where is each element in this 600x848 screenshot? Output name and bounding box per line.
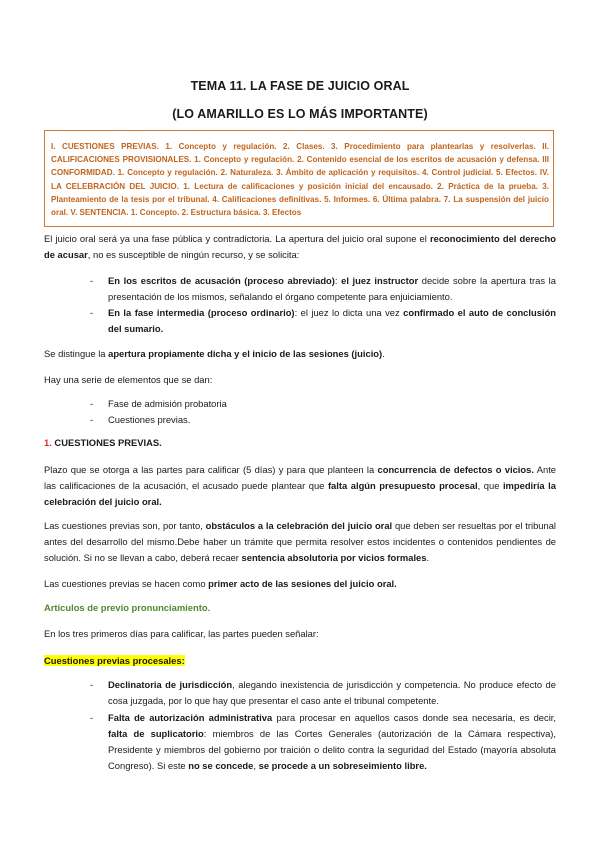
- page-subtitle: (LO AMARILLO ES LO MÁS IMPORTANTE): [172, 107, 428, 121]
- obstaculos-paragraph: Las cuestiones previas son, por tanto, obstáculos a la celebración del juicio oral que deben ser resueltas por el tribunal antes del desarrollo del mismo.Debe haber un trámite que permita resolver estos incidentes o contenidos pendientes de solución. Si no se llevan a cabo, deberá recaer sentencia absolutoria por vicios formales.: [44, 520, 557, 563]
- articulos-heading: Artículos de previo pronunciamiento.: [44, 602, 211, 613]
- procesales-heading: Cuestiones previas procesales:: [44, 655, 185, 666]
- bullet-marker: -: [90, 307, 94, 318]
- elementos-intro: Hay una serie de elementos que se dan:: [44, 374, 213, 385]
- list-item-admision: Fase de admisión probatoria: [108, 398, 227, 409]
- list-item-autorizacion: Falta de autorización administrativa para procesar en aquellos casos donde sea necesaria, es decir, falta de suplicatorio: miembros de las Cortes Generales (autorización de la Cámara respectiva), Presidente y miembros del gobierno por traición o delito contra la seguridad del Estado (mayoría absoluta Congreso). Si este no se concede, se procede a un sobreseimiento libre.: [108, 712, 557, 771]
- list-item-fase-intermedia: En la fase intermedia (proceso ordinario): el juez lo dicta una vez confirmado el auto de conclusión del sumario.: [108, 307, 556, 334]
- list-item-declinatoria: Declinatoria de jurisdicción, alegando inexistencia de jurisdicción y competencia. No produce efecto de cosa juzgada, por lo que hay que presentar el caso ante el tribunal competente.: [108, 679, 556, 706]
- page-title: TEMA 11. LA FASE DE JUICIO ORAL: [190, 79, 410, 93]
- plazo-paragraph: Plazo que se otorga a las partes para calificar (5 días) y para que planteen la concurrencia de defectos o vicios. Ante las calificaciones de la acusación, el acusado puede plantear que falta algún presupuesto procesal, que impediría la celebración del juicio oral.: [44, 464, 557, 507]
- bullet-marker: -: [90, 679, 94, 690]
- section-heading-cuestiones-previas: 1. CUESTIONES PREVIAS.: [44, 437, 162, 448]
- bullet-marker: -: [90, 414, 94, 425]
- intro-paragraph: El juicio oral será ya una fase pública y contradictoria. La apertura del juicio oral supone el reconocimiento del derecho de acusar, no es susceptible de ningún recurso, y se solicita:: [44, 233, 556, 260]
- summary-box: [44, 130, 554, 227]
- bullet-marker: -: [90, 712, 94, 723]
- summary-text: I. CUESTIONES PREVIAS. 1. Concepto y regulación. 2. Clases. 3. Procedimiento para plantearlas y resolverlas. II. CALIFICACIONES PROVISIONALES. 1. Concepto y regulación. 2. Contenido esencial de los escritos de acusación y defensa. III CONFORMIDAD. 1. Concepto y regulación. 2. Naturaleza. 3. Ámbito de aplicación y requisitos. 4. Control judicial. 5. Efectos. IV. LA CELEBRACIÓN DEL JUICIO. 1. Lectura de calificaciones y posición inicial del encausado. 2. Práctica de la prueba. 3. Planteamiento de la tesis por el tribunal. 4. Calificaciones definitivas. 5. Informes. 6. Última palabra. 7. La suspensión del juicio oral. V. SENTENCIA. 1. Concepto. 2. Estructura básica. 3. Efectos: [51, 142, 549, 218]
- tres-dias-paragraph: En los tres primeros días para calificar, las partes pueden señalar:: [44, 628, 319, 639]
- distingue-paragraph: Se distingue la apertura propiamente dicha y el inicio de las sesiones (juicio).: [44, 348, 385, 359]
- list-item-cuestiones: Cuestiones previas.: [108, 414, 191, 425]
- primer-acto-paragraph: Las cuestiones previas se hacen como primer acto de las sesiones del juicio oral.: [44, 578, 397, 589]
- list-item-escritos: En los escritos de acusación (proceso abreviado): el juez instructor decide sobre la apertura tras la presentación de los mismos, señalando el órgano competente para enjuiciamiento.: [108, 275, 556, 302]
- bullet-marker: -: [90, 398, 94, 409]
- bullet-marker: -: [90, 275, 94, 286]
